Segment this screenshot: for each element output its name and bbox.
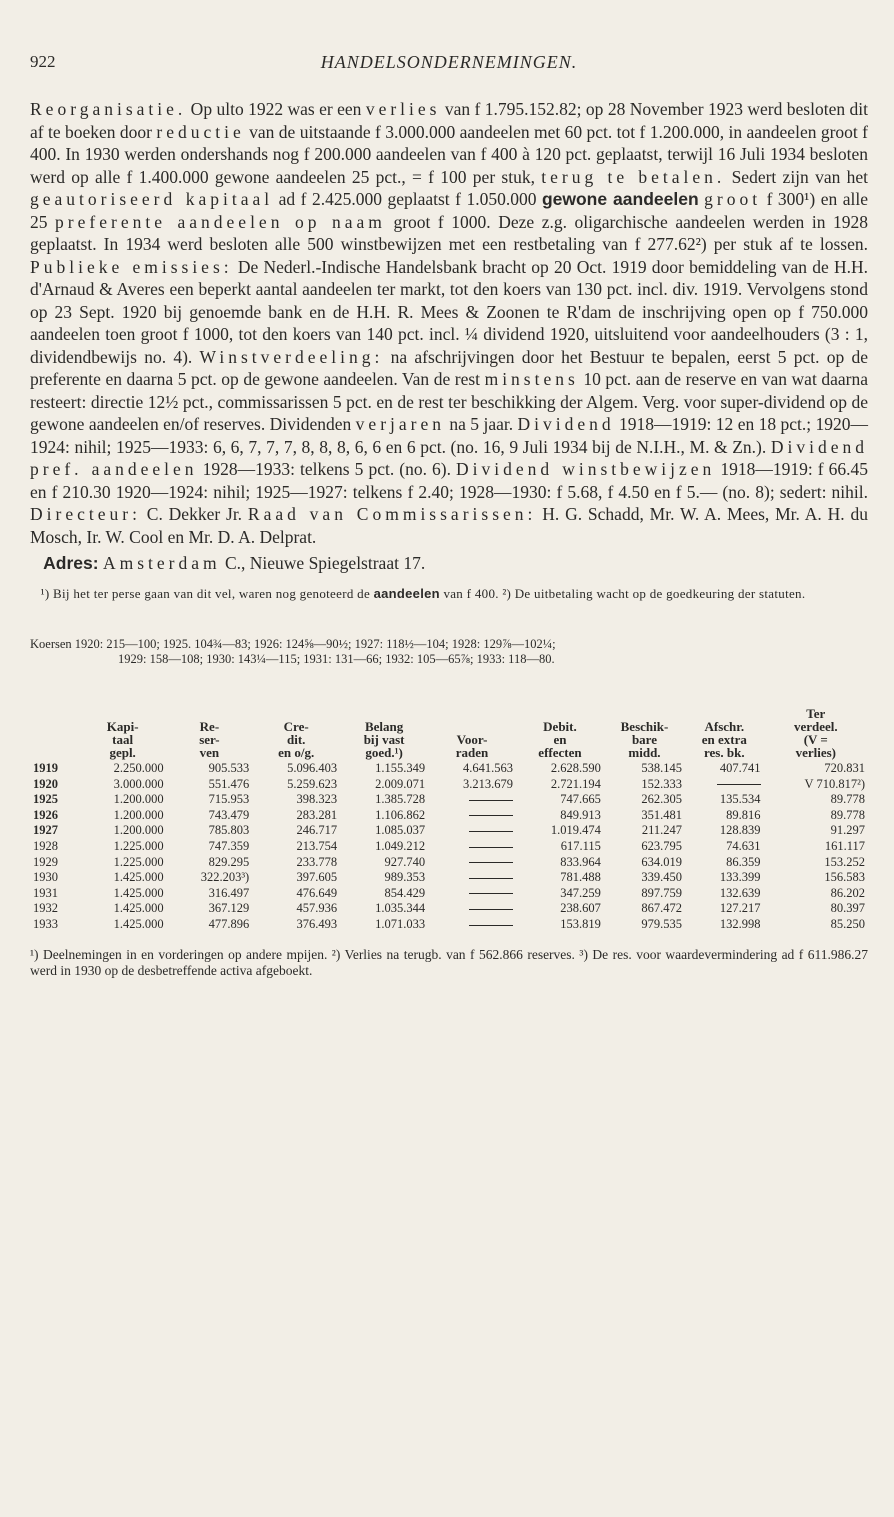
table-cell: 2.250.000 [113, 761, 164, 775]
table-cell: 1.225.000 [113, 838, 164, 853]
row-year: 1928 [33, 838, 58, 853]
column-header: Re- ser- ven [199, 719, 220, 760]
table-cell: 2.721.194 [550, 776, 601, 791]
section-label-commissarissen: Raad van Commissarissen: [247, 504, 537, 524]
table-cell: 339.450 [641, 870, 683, 885]
column-header: Kapi- taal gepl. [106, 719, 139, 760]
table-cell: 152.333 [641, 776, 683, 791]
address-line [30, 552, 868, 574]
spaced-word: preferente aandeelen op naam [55, 211, 386, 232]
row-year: 1929 [33, 854, 58, 869]
table-row [30, 917, 868, 933]
bold-term: aandeelen [373, 586, 440, 601]
running-title: HANDELSONDERNEMINGEN. [320, 52, 578, 72]
table-cell: 1.225.000 [113, 854, 164, 869]
table-cell: 5.259.623 [287, 776, 338, 791]
table-cell: 2.628.590 [550, 761, 601, 775]
price-line-1: Koersen 1920: 215—100; 1925. 104¾—83; 1926: 124⅝—90½; 1927: 118½—104; 1928: 129⅞—102¼; [30, 637, 556, 651]
table-cell: 1.200.000 [113, 792, 164, 807]
spaced-word: verjaren [355, 414, 445, 434]
section-label-dividend: Dividend [517, 414, 615, 434]
column-header: Afschr. en extra res. bk. [701, 719, 747, 760]
financial-table [30, 707, 868, 933]
empty-dash [428, 870, 516, 886]
table-cell: 477.896 [208, 916, 250, 931]
table-cell: 161.117 [824, 838, 865, 853]
text: na afschrijvingen door het Bestuur te bepalen, eerst 5 pct. op de preferente en daarna 5 pct. op de gewone aandeelen. Van de rest [30, 346, 868, 389]
table-cell: 743.479 [208, 807, 250, 822]
text: 10 pct. aan de reserve en van wat daarna resteert: directie 12½ pct., commissarissen 5 pct. en de rest ter beschikking der Algem. Verg. voor super-dividend op de gewone aandeelen en/of reserves. Dividenden [30, 369, 868, 434]
page-number: 922 [30, 52, 56, 71]
row-year: 1931 [33, 885, 58, 900]
text: van f 1.795.152.82; op 28 November 1923 werd besloten dit af te boeken door [30, 99, 868, 142]
table-cell: 246.717 [296, 823, 338, 838]
table-row [30, 839, 868, 855]
table-cell: 3.000.000 [113, 776, 164, 791]
table-header-row [30, 707, 868, 761]
table-cell: 897.759 [641, 885, 683, 900]
section-label-dividend-pref: Dividend pref. aandeelen [30, 436, 868, 479]
section-label-directeur: Directeur: [30, 504, 141, 524]
text: Op ulto 1922 was er een [186, 99, 366, 119]
table-cell: 1.155.349 [375, 761, 426, 775]
column-header: Cre- dit. en o/g. [278, 719, 315, 760]
table-cell: 1.200.000 [113, 807, 164, 822]
text: C. Dekker Jr. [140, 504, 248, 524]
table-row [30, 823, 868, 839]
table-cell: 1.200.000 [113, 823, 164, 838]
address-street: C., Nieuwe Spiegelstraat 17. [220, 553, 426, 573]
spaced-word: groot [704, 189, 762, 209]
table-body [30, 761, 868, 933]
table-footnote: ¹) Deelnemingen in en vorderingen op andere mpijen. ²) Verlies na terugb. van f 562.866 reserves. ³) De res. voor waardevermindering ad f 611.986.27 werd in 1930 op de desbetreffende activa afgeboekt. [30, 946, 868, 978]
spaced-word: terug te betalen. [541, 166, 726, 187]
table-cell: 785.803 [208, 823, 250, 838]
table-row [30, 761, 868, 777]
table-cell: 457.936 [296, 901, 338, 916]
empty-dash [428, 792, 516, 808]
table-cell: 1.385.728 [375, 792, 426, 807]
page-header [30, 52, 868, 92]
text: Sedert zijn van het [725, 166, 868, 187]
table-cell: 233.778 [296, 854, 338, 869]
table-cell: 1.019.474 [550, 823, 601, 838]
table-cell: 715.953 [208, 792, 250, 807]
table-cell: 634.019 [641, 854, 683, 869]
column-header: Beschik- bare midd. [620, 719, 669, 760]
row-year: 1930 [33, 870, 58, 885]
table-cell: 5.096.403 [287, 761, 338, 775]
table-cell: 153.252 [824, 854, 865, 869]
text: 1928—1933: telkens 5 pct. (no. 6). [197, 459, 457, 479]
row-year: 1920 [33, 776, 58, 791]
table-cell: V 710.817²) [804, 776, 865, 791]
table-cell: 397.605 [296, 870, 338, 885]
table-cell: 80.397 [830, 901, 865, 916]
spaced-word: geautoriseerd kapitaal [30, 189, 274, 209]
row-year: 1925 [33, 792, 58, 807]
text: ad f 2.425.000 geplaatst f 1.050.000 [273, 189, 542, 209]
address-city: Amsterdam [102, 553, 221, 573]
section-label-dividend-winstbewijzen: Dividend winstbewijzen [456, 459, 716, 479]
table-row [30, 792, 868, 808]
table-cell: 85.250 [830, 916, 865, 931]
column-header: Belang bij vast goed.¹) [363, 719, 405, 760]
text: 1918—1919: f 66.45 en f 210.30 1920—1924: nihil; 1925—1927: telkens f 2.40; 1928—1930: f 5.68, f 4.50 en f 5.— (no. 8); sedert: nihil. [30, 459, 869, 502]
row-year: 1933 [33, 916, 58, 931]
table-row [30, 886, 868, 902]
table-cell: 989.353 [384, 870, 426, 885]
table-cell: 720.831 [824, 761, 865, 775]
table-cell: 89.778 [830, 792, 865, 807]
table-cell: 747.359 [208, 838, 250, 853]
section-label-reorganisatie: Reorganisatie. [30, 99, 187, 119]
table-cell: 1.425.000 [113, 916, 164, 931]
table-cell: 213.754 [296, 838, 338, 853]
table-cell: 747.665 [560, 792, 601, 807]
table-cell: 156.583 [824, 870, 865, 885]
table-cell: 538.145 [641, 761, 683, 775]
table-cell: 867.472 [641, 901, 683, 916]
table-cell: 132.998 [719, 916, 761, 931]
table-cell: 2.009.071 [375, 776, 426, 791]
text: H. G. Schadd, Mr. W. A. Mees, Mr. A. H. du Mosch, Ir. W. Cool en Mr. D. A. Delprat. [30, 504, 868, 547]
column-header: Voor- raden [455, 732, 489, 760]
table-cell: 74.631 [726, 838, 761, 853]
table-cell: 1.425.000 [113, 901, 164, 916]
table-cell: 1.106.862 [375, 807, 426, 822]
table-cell: 132.639 [719, 885, 761, 900]
table-cell: 1.085.037 [375, 823, 426, 838]
table-row [30, 901, 868, 917]
spaced-word: reductie [156, 121, 245, 142]
table-cell: 238.607 [560, 901, 601, 916]
table-cell: 376.493 [296, 916, 338, 931]
table-cell: 1.071.033 [375, 916, 426, 931]
empty-dash [428, 901, 516, 917]
page [30, 52, 868, 979]
price-line-2: 1929: 158—108; 1930: 143¼—115; 1931: 131—66; 1932: 105—65⅞; 1933: 118—80. [118, 652, 555, 666]
empty-dash [428, 855, 516, 871]
empty-dash [428, 917, 516, 933]
text: na 5 jaar. [445, 414, 518, 434]
table-cell: 367.129 [208, 901, 250, 916]
empty-dash [428, 839, 516, 855]
column-header: Ter verdeel. (V = verlies) [793, 706, 838, 760]
table-cell: 89.816 [726, 807, 761, 822]
table-cell: 135.534 [719, 792, 761, 807]
table-cell: 398.323 [296, 792, 338, 807]
table-cell: 623.795 [641, 838, 683, 853]
table-cell: 283.281 [296, 807, 338, 822]
table-cell: 781.488 [560, 870, 601, 885]
section-label-winstverdeeling: Winstverdeeling: [199, 346, 384, 367]
text: groot f 1000. Deze z.g. oligarchische aandeelen werden in 1928 geplaatst. In 1934 werd besloten alle 500 winstbewijzen met een restbetaling van f 277.62²) per stuk af te lossen. [30, 211, 868, 254]
footnote-text [30, 586, 868, 601]
row-year: 1926 [33, 807, 58, 822]
table-cell: 854.429 [384, 885, 426, 900]
spaced-word: minstens [484, 369, 579, 389]
text: van de uitstaande f 3.000.000 aandeelen met 60 pct. tot f 1.200.000, in aandeelen groot f 400. In 1930 werden ondershands nog f 200.000 aandeelen van f 400 à 120 pct. geplaatst, terwijl 16 Juli 1934 besloten werd op alle f 1.400.000 gewone aandeelen 25 pct., = f 100 per stuk, [30, 121, 869, 187]
table-cell: 347.259 [560, 885, 601, 900]
table-cell: 316.497 [208, 885, 250, 900]
table-cell: 1.049.212 [375, 838, 426, 853]
row-year: 1927 [33, 823, 58, 838]
row-year: 1932 [33, 901, 58, 916]
table-cell: 1.425.000 [113, 885, 164, 900]
table-cell: 127.217 [719, 901, 761, 916]
text: 1918—1919: 12 en 18 pct.; 1920—1924: nihil; 1925—1933: 6, 6, 7, 7, 7, 8, 8, 8, 6, 6 en 6 pct. (no. 16, 9 Juli 1934 bij de N.I.H., M. & Zn.). [30, 414, 869, 457]
row-year: 1919 [33, 761, 58, 775]
empty-dash [428, 823, 516, 839]
table-row [30, 808, 868, 824]
table-cell: 1.035.344 [375, 901, 426, 916]
text: ¹) Bij het ter perse gaan van dit vel, waren nog genoteerd de [40, 586, 374, 601]
table-cell: 133.399 [719, 870, 761, 885]
table-cell: 91.297 [830, 823, 865, 838]
section-label-emissies: Publieke emissies: [30, 256, 233, 277]
spaced-word: verlies [365, 99, 441, 119]
table-cell: 211.247 [641, 823, 683, 838]
text: f 300¹) en alle 25 [30, 189, 868, 232]
table-cell: 927.740 [384, 854, 426, 869]
text: De Nederl.-Indische Handelsbank bracht op 20 Oct. 1919 door bemiddeling van de H.H. d'Arnaud & Averes een beperkt aantal aandeelen ter markt, tot den koers van 130 pct. incl. div. 1919. Vervolgens stond op 23 Sept. 1920 bij genoemde bank en de H.H. R. Mees & Zoonen te R'dam de inschrijving open op f 750.000 aandeelen toen groot f 1000, tot den koers van 140 pct. incl. ¼ dividend 1920, uitsluitend voor aandeelhouders (3 : 1, dividendbewijs no. 4). [30, 256, 869, 367]
column-header [30, 707, 79, 761]
empty-dash [685, 777, 764, 793]
company-description [30, 98, 868, 548]
empty-dash [428, 808, 516, 824]
table-cell: 617.115 [560, 838, 601, 853]
table-cell: 3.213.679 [463, 776, 513, 791]
table-cell: 128.839 [719, 823, 761, 838]
table-cell: 476.649 [296, 885, 338, 900]
table-cell: 979.535 [641, 916, 683, 931]
table-cell: 849.913 [560, 807, 601, 822]
table-cell: 905.533 [208, 761, 250, 775]
address-label: Adres: [43, 553, 99, 573]
table-cell: 551.476 [208, 776, 250, 791]
bold-term: gewone aandeelen [541, 189, 699, 209]
table-cell: 89.778 [830, 807, 865, 822]
table-cell: 4.641.563 [463, 761, 513, 775]
table-cell: 153.819 [560, 916, 601, 931]
price-history [30, 637, 868, 667]
table-cell: 351.481 [641, 807, 683, 822]
table-row [30, 777, 868, 793]
table-row [30, 855, 868, 871]
table-cell: 322.203³) [200, 870, 250, 885]
text: van f 400. ²) De uitbetaling wacht op de goedkeuring der statuten. [439, 586, 806, 601]
table-cell: 407.741 [719, 761, 761, 775]
table-cell: 86.359 [726, 854, 761, 869]
empty-dash [428, 886, 516, 902]
table-cell: 829.295 [208, 854, 250, 869]
table-cell: 833.964 [560, 854, 601, 869]
table-row [30, 870, 868, 886]
column-header: Debit. en effecten [538, 719, 582, 760]
table-cell: 1.425.000 [113, 870, 164, 885]
table-cell: 86.202 [830, 885, 865, 900]
table-cell: 262.305 [641, 792, 683, 807]
